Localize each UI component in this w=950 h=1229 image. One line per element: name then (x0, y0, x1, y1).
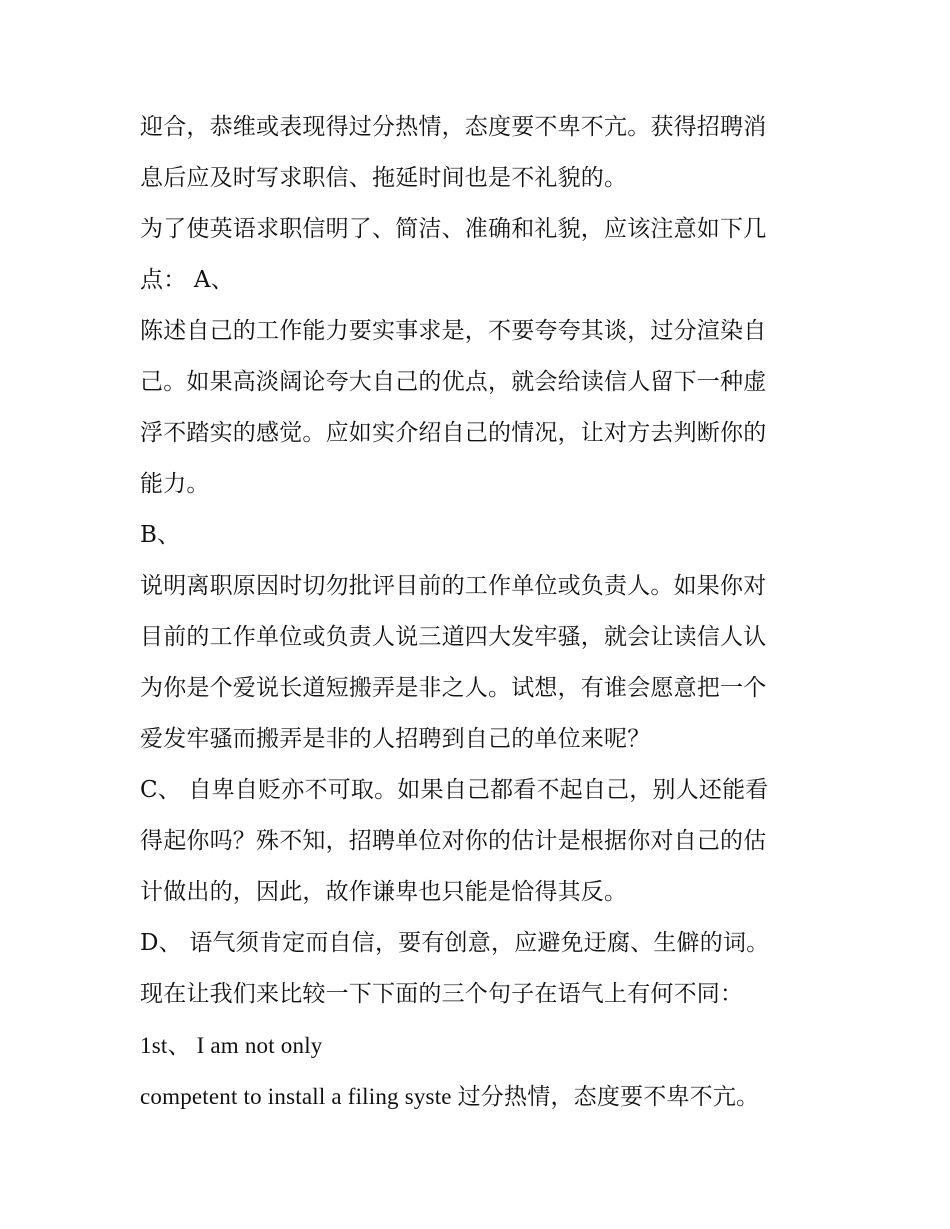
text-line: 现在让我们来比较一下下面的三个句子在语气上有何不同： (140, 981, 744, 1007)
text-line: D、 语气须肯定而自信，要有创意，应避免迂腐、生僻的词。 (140, 930, 770, 956)
text-line: 点： A、 (140, 267, 234, 293)
text-line: 为你是个爱说长道短搬弄是非之人。试想，有谁会愿意把一个 (140, 675, 767, 701)
text-line: C、 自卑自贬亦不可取。如果自己都看不起自己，别人还能看 (140, 777, 769, 803)
text-line: 能力。 (140, 471, 210, 497)
text-line: 目前的工作单位或负责人说三道四大发牢骚，就会让读信人认 (140, 624, 767, 650)
text-line: B、 (140, 522, 181, 548)
text-line: 得起你吗？殊不知，招聘单位对你的估计是根据你对自己的估 (140, 828, 767, 854)
text-line: competent to install a filing syste 过分热情，态度要不卑不亢。 (140, 1084, 760, 1109)
text-line: 迎合，恭维或表现得过分热情，态度要不卑不亢。获得招聘消 (140, 114, 767, 140)
text-line: 为了使英语求职信明了、简洁、准确和礼貌，应该注意如下几 (140, 216, 767, 242)
text-line: 陈述自己的工作能力要实事求是，不要夸夸其谈，过分渲染自 (140, 318, 767, 344)
text-line: 1st、 I am not only (140, 1033, 323, 1058)
text-line: 己。如果高淡阔论夸大自己的优点，就会给读信人留下一种虚 (140, 369, 767, 395)
text-line: 浮不踏实的感觉。应如实介绍自己的情况，让对方去判断你的 (140, 420, 767, 446)
text-line: 息后应及时写求职信、拖延时间也是不礼貌的。 (140, 165, 628, 191)
text-line: 爱发牢骚而搬弄是非的人招聘到自己的单位来呢？ (140, 726, 651, 752)
document-body (140, 102, 820, 1122)
text-line: 计做出的，因此，故作谦卑也只能是恰得其反。 (140, 879, 628, 905)
text-line: 说明离职原因时切勿批评目前的工作单位或负责人。如果你对 (140, 573, 767, 599)
